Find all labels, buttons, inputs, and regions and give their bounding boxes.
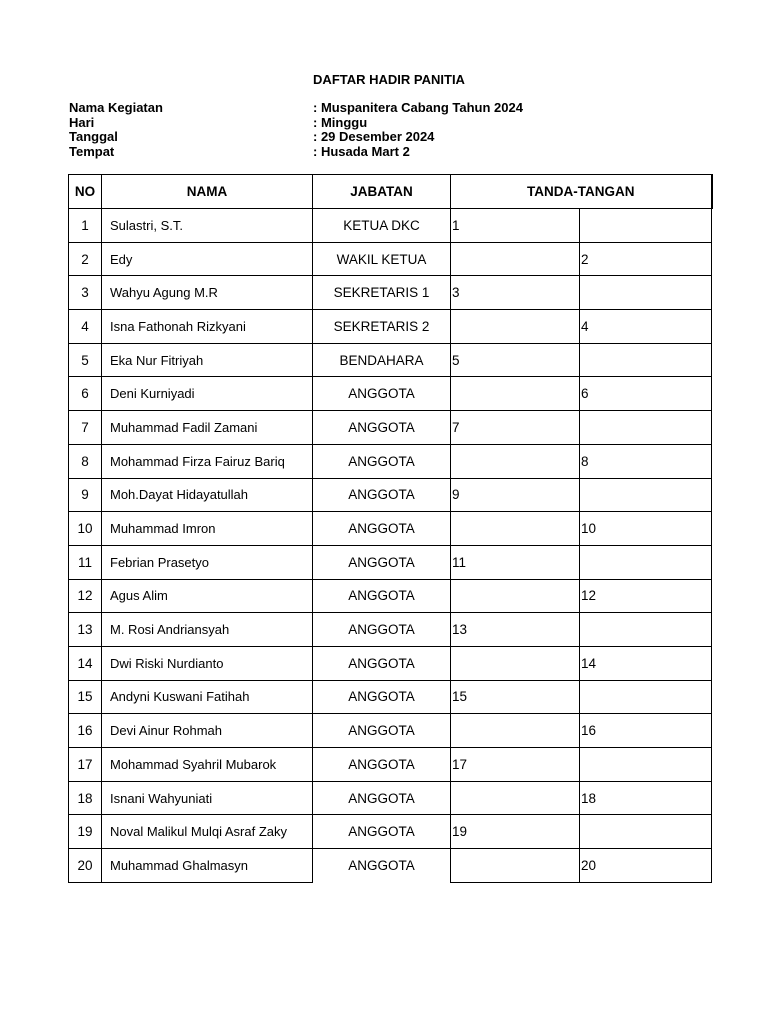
info-value: : Husada Mart 2 <box>313 143 410 159</box>
signature-cell-right[interactable] <box>580 478 712 512</box>
row-number: 15 <box>69 680 102 714</box>
signature-cell-left[interactable] <box>451 310 580 344</box>
member-position: ANGGOTA <box>313 545 451 579</box>
info-label: Tempat <box>69 143 115 159</box>
row-number: 5 <box>69 343 102 377</box>
table-row <box>69 613 712 647</box>
member-position: SEKRETARIS 2 <box>313 310 451 344</box>
signature-cell-left[interactable] <box>451 849 580 883</box>
member-name: M. Rosi Andriansyah <box>102 613 313 647</box>
signature-cell-right[interactable] <box>580 343 712 377</box>
member-name: Muhammad Imron <box>102 512 313 546</box>
row-number: 6 <box>69 377 102 411</box>
row-number: 13 <box>69 613 102 647</box>
row-number: 1 <box>69 209 102 243</box>
table-row <box>69 478 712 512</box>
signature-cell-left[interactable] <box>451 646 580 680</box>
signature-cell-left[interactable] <box>451 242 580 276</box>
member-name: Andyni Kuswani Fatihah <box>102 680 313 714</box>
signature-cell-right[interactable]: 14 <box>580 646 712 680</box>
signature-cell-right[interactable]: 12 <box>580 579 712 613</box>
member-name: Edy <box>102 242 313 276</box>
info-value: : Minggu <box>313 114 368 130</box>
info-value: : 29 Desember 2024 <box>313 129 435 145</box>
signature-cell-right[interactable] <box>580 545 712 579</box>
signature-cell-left[interactable] <box>451 377 580 411</box>
row-number: 12 <box>69 579 102 613</box>
row-number: 11 <box>69 545 102 579</box>
signature-cell-left[interactable] <box>451 579 580 613</box>
member-position: ANGGOTA <box>313 579 451 613</box>
table-row <box>69 545 712 579</box>
member-name: Devi Ainur Rohmah <box>102 714 313 748</box>
table-row <box>69 343 712 377</box>
member-name: Isnani Wahyuniati <box>102 781 313 815</box>
member-name: Isna Fathonah Rizkyani <box>102 310 313 344</box>
member-position: ANGGOTA <box>313 714 451 748</box>
row-number: 4 <box>69 310 102 344</box>
document-title: DAFTAR HADIR PANITIA <box>313 72 465 87</box>
signature-cell-right[interactable]: 16 <box>580 714 712 748</box>
signature-cell-left[interactable]: 13 <box>451 613 580 647</box>
signature-cell-right[interactable] <box>580 276 712 310</box>
table-row <box>69 714 712 748</box>
table-row <box>69 579 712 613</box>
signature-cell-right[interactable] <box>580 680 712 714</box>
member-name: Noval Malikul Mulqi Asraf Zaky <box>102 815 313 849</box>
table-row <box>69 646 712 680</box>
member-position: ANGGOTA <box>313 444 451 478</box>
table-row <box>69 209 712 243</box>
member-position: ANGGOTA <box>313 613 451 647</box>
member-name: Dwi Riski Nurdianto <box>102 646 313 680</box>
signature-cell-left[interactable] <box>451 512 580 546</box>
table-row <box>69 512 712 546</box>
header-no: NO <box>69 175 102 209</box>
signature-cell-right[interactable]: 4 <box>580 310 712 344</box>
signature-cell-left[interactable]: 15 <box>451 680 580 714</box>
signature-cell-right[interactable]: 10 <box>580 512 712 546</box>
member-position: ANGGOTA <box>313 646 451 680</box>
member-name: Sulastri, S.T. <box>102 209 313 243</box>
member-name: Mohammad Firza Fairuz Bariq <box>102 444 313 478</box>
header-jabatan: JABATAN <box>313 175 451 209</box>
row-number: 17 <box>69 748 102 782</box>
table-row <box>69 444 712 478</box>
member-name: Deni Kurniyadi <box>102 377 313 411</box>
table-row <box>69 411 712 445</box>
table-row <box>69 377 712 411</box>
signature-cell-right[interactable] <box>580 815 712 849</box>
signature-cell-right[interactable]: 6 <box>580 377 712 411</box>
signature-cell-left[interactable] <box>451 714 580 748</box>
signature-cell-left[interactable]: 5 <box>451 343 580 377</box>
header-tanda-tangan: TANDA-TANGAN <box>451 175 712 209</box>
row-number: 7 <box>69 411 102 445</box>
member-position: ANGGOTA <box>313 512 451 546</box>
member-name: Wahyu Agung M.R <box>102 276 313 310</box>
signature-cell-right[interactable]: 20 <box>580 849 712 883</box>
member-position: ANGGOTA <box>313 680 451 714</box>
signature-cell-left[interactable] <box>451 781 580 815</box>
member-name: Agus Alim <box>102 579 313 613</box>
signature-cell-left[interactable]: 9 <box>451 478 580 512</box>
info-value: : Muspanitera Cabang Tahun 2024 <box>313 100 523 115</box>
table-row <box>69 748 712 782</box>
member-position: BENDAHARA <box>313 343 451 377</box>
member-name: Eka Nur Fitriyah <box>102 343 313 377</box>
row-number: 2 <box>69 242 102 276</box>
row-number: 3 <box>69 276 102 310</box>
member-name: Moh.Dayat Hidayatullah <box>102 478 313 512</box>
row-number: 10 <box>69 512 102 546</box>
member-name: Mohammad Syahril Mubarok <box>102 748 313 782</box>
signature-cell-left[interactable]: 7 <box>451 411 580 445</box>
attendance-table <box>68 174 713 883</box>
member-position: ANGGOTA <box>313 781 451 815</box>
member-position: ANGGOTA <box>313 411 451 445</box>
table-row <box>69 815 712 849</box>
info-label: Nama Kegiatan <box>69 100 163 115</box>
member-position: KETUA DKC <box>313 209 451 243</box>
table-row <box>69 781 712 815</box>
info-label: Tanggal <box>69 129 118 145</box>
member-position: ANGGOTA <box>313 748 451 782</box>
signature-cell-right[interactable]: 2 <box>580 242 712 276</box>
member-name: Febrian Prasetyo <box>102 545 313 579</box>
signature-cell-left[interactable]: 19 <box>451 815 580 849</box>
table-header-row <box>69 175 712 209</box>
signature-cell-right[interactable] <box>580 411 712 445</box>
signature-cell-right[interactable]: 8 <box>580 444 712 478</box>
table-row <box>69 680 712 714</box>
row-number: 20 <box>69 849 102 883</box>
signature-cell-right[interactable] <box>580 613 712 647</box>
row-number: 16 <box>69 714 102 748</box>
table-row <box>69 242 712 276</box>
member-position: ANGGOTA <box>313 815 451 849</box>
signature-cell-right[interactable] <box>580 209 712 243</box>
table-row <box>69 276 712 310</box>
row-number: 8 <box>69 444 102 478</box>
table-row <box>69 310 712 344</box>
signature-cell-left[interactable]: 3 <box>451 276 580 310</box>
signature-cell-left[interactable]: 1 <box>451 209 580 243</box>
member-position: ANGGOTA <box>313 377 451 411</box>
member-name: Muhammad Fadil Zamani <box>102 411 313 445</box>
signature-cell-left[interactable]: 11 <box>451 545 580 579</box>
signature-cell-left[interactable] <box>451 444 580 478</box>
row-number: 18 <box>69 781 102 815</box>
row-number: 14 <box>69 646 102 680</box>
table-row <box>69 849 712 883</box>
signature-cell-right[interactable]: 18 <box>580 781 712 815</box>
header-nama: NAMA <box>102 175 313 209</box>
member-position: ANGGOTA <box>313 478 451 512</box>
member-position: WAKIL KETUA <box>313 242 451 276</box>
member-position: SEKRETARIS 1 <box>313 276 451 310</box>
signature-cell-left[interactable]: 17 <box>451 748 580 782</box>
signature-cell-right[interactable] <box>580 748 712 782</box>
row-number: 9 <box>69 478 102 512</box>
row-number: 19 <box>69 815 102 849</box>
member-position: ANGGOTA <box>313 849 451 883</box>
member-name: Muhammad Ghalmasyn <box>102 849 313 883</box>
info-label: Hari <box>69 114 95 130</box>
